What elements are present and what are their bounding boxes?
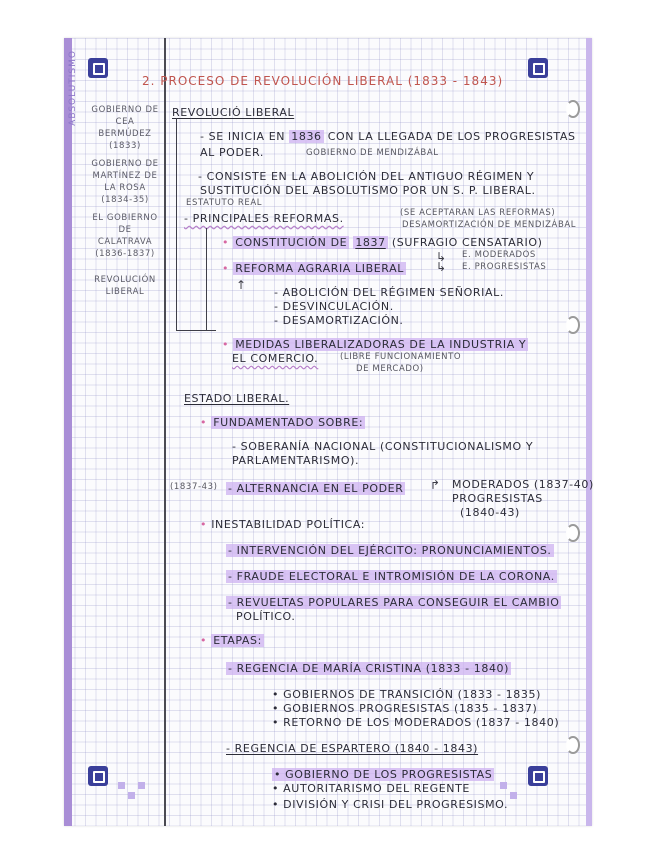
highlight-text: - FRAUDE ELECTORAL E INTROMISIÓN DE LA CORONA. [228,570,555,583]
text-line [226,544,554,557]
highlight-text: FUNDAMENTADO SOBRE: [213,416,364,429]
text-line [226,570,557,583]
text-line: - DESVINCULACIÓN. [274,300,394,313]
highlight-text: ETAPAS: [213,634,262,647]
highlight-text: • GOBIERNO DE LOS PROGRESISTAS [274,768,493,781]
text-line [226,482,405,495]
text-line: PARLAMENTARISMO). [232,454,360,467]
bracket-line [206,228,207,330]
grid-marker-icon [138,782,145,789]
note-progresistas: E. PROGRESISTAS [462,262,547,272]
text-span: (SUFRAGIO CENSATARIO) [391,236,543,249]
binder-hole-icon [566,524,580,542]
highlight-text: - REGENCIA DE MARÍA CRISTINA (1833 - 1840) [228,662,510,675]
note-mendizabal: GOBIERNO DE MENDIZÁBAL [306,148,439,158]
text-line [272,768,494,781]
section-heading-estado: ESTADO LIBERAL. [184,392,290,405]
text-line [226,742,478,755]
right-arrow-icon: ↱ [430,478,441,492]
sheet-right-band [586,38,592,826]
grid-marker-icon [500,782,507,789]
bullet-icon: • [222,236,230,249]
text-line: • GOBIERNOS DE TRANSICIÓN (1833 - 1835) [272,688,541,701]
note-moderados: E. MODERADOS [462,250,536,260]
text-line: (1840-43) [460,506,520,519]
text-line: • GOBIERNOS PROGRESISTAS (1835 - 1837) [272,702,538,715]
highlight-text: - ALTERNANCIA EN EL PODER [228,482,404,495]
section-heading-revolucion: REVOLUCIÓ LIBERAL [172,106,295,119]
highlight-text: CONSTITUCIÓN DE [235,236,348,249]
text-line: PROGRESISTAS [452,492,543,505]
bullet-icon: • [200,634,208,647]
text-span: - SE INICIA EN [200,130,286,143]
margin-note-martinez: GOBIERNO DE MARTÍNEZ DE LA ROSA (1834-35) [91,159,159,205]
margin-note-calatrava: EL GOBIERNO DE CALATRAVA (1836-1837) [92,213,158,259]
text-line: - DESAMORTIZACIÓN. [274,314,404,327]
note-alternancia-years: (1837-43) [170,482,218,492]
bullet-icon: • [222,338,230,351]
margin-line [164,38,166,826]
grid-marker-icon [128,792,135,799]
up-arrow-icon: ↑ [236,278,247,292]
binder-hole-icon [566,100,580,118]
text-span: CON LA LLEGADA DE LOS PROGRESISTAS [327,130,576,143]
highlight-text: - INTERVENCIÓN DEL EJÉRCITO: PRONUNCIAMIENTOS. [228,544,552,557]
text-line [222,338,528,351]
highlight-text: - REVUELTAS POPULARES PARA CONSEGUIR EL CAMBIO [228,596,560,609]
corner-mark-top-left-icon [88,58,108,78]
margin-note-revolucion: REVOLUCIÓN LIBERAL [94,275,156,297]
highlight-year: 1836 [291,130,322,143]
corner-mark-bottom-right-icon [528,766,548,786]
margin-note-cea: GOBIERNO DE CEA BERMÚDEZ (1833) [91,105,159,151]
corner-mark-top-right-icon [528,58,548,78]
binder-hole-icon [566,316,580,334]
note-reformas-2: DESAMORTIZACIÓN DE MENDIZÁBAL [402,220,577,230]
note-medidas-1: (LIBRE FUNCIONAMIENTO [340,352,462,362]
text-line [226,662,511,675]
corner-arrow-icon: ↳ [436,260,447,274]
text-line: - CONSISTE EN LA ABOLICIÓN DEL ANTIGUO RÉGIMEN Y [198,170,535,183]
note-estatuto: ESTATUTO REAL [186,198,263,208]
bullet-icon: • [200,518,208,531]
sheet-left-band [64,38,72,826]
text-span: INESTABILIDAD POLÍTICA: [211,518,366,531]
text-line [200,518,365,531]
text-line: • AUTORITARISMO DEL REGENTE [272,782,470,795]
grid-marker-icon [510,792,517,799]
text-line: POLÍTICO. [236,610,296,623]
corner-arrow-icon: ↳ [436,250,447,264]
grid-marker-icon [118,782,125,789]
reformas-heading: - PRINCIPALES REFORMAS. [184,212,344,225]
text-line: AL PODER. [200,146,265,159]
vertical-label: ABSOLUTISMO [68,50,78,126]
text-line [222,262,406,275]
text-line [200,416,365,429]
highlight-text: REFORMA AGRARIA LIBERAL [235,262,404,275]
underlined-text: - REGENCIA DE ESPARTERO (1840 - 1843) [226,742,479,755]
note-reformas-1: (SE ACEPTARAN LAS REFORMAS) [400,208,556,218]
note-medidas-2: DE MERCADO) [356,364,424,374]
binder-hole-icon [566,736,580,754]
bracket-line [176,118,177,330]
text-line: • RETORNO DE LOS MODERADOS (1837 - 1840) [272,716,560,729]
text-line: • DIVISIÓN Y CRISI DEL PROGRESISMO. [272,798,509,811]
text-line [226,596,561,609]
text-line: MODERADOS (1837-40) [452,478,594,491]
bullet-icon: • [200,416,208,429]
text-line [200,130,576,143]
text-line: - SOBERANÍA NACIONAL (CONSTITUCIONALISMO Y [232,440,534,453]
text-line [200,634,264,647]
highlight-text: MEDIDAS LIBERALIZADORAS DE LA INDUSTRIA Y [235,338,527,351]
page-title: 2. PROCESO DE REVOLUCIÓN LIBERAL (1833 - 1843) [142,74,504,88]
text-line: - ABOLICIÓN DEL RÉGIMEN SEÑORIAL. [274,286,504,299]
text-line: EL COMERCIO. [232,352,319,365]
text-line [222,236,543,249]
bullet-icon: • [222,262,230,275]
text-line: SUSTITUCIÓN DEL ABSOLUTISMO POR UN S. P. LIBERAL. [200,184,536,197]
corner-mark-bottom-left-icon [88,766,108,786]
highlight-year: 1837 [355,236,386,249]
bracket-line [176,330,216,331]
